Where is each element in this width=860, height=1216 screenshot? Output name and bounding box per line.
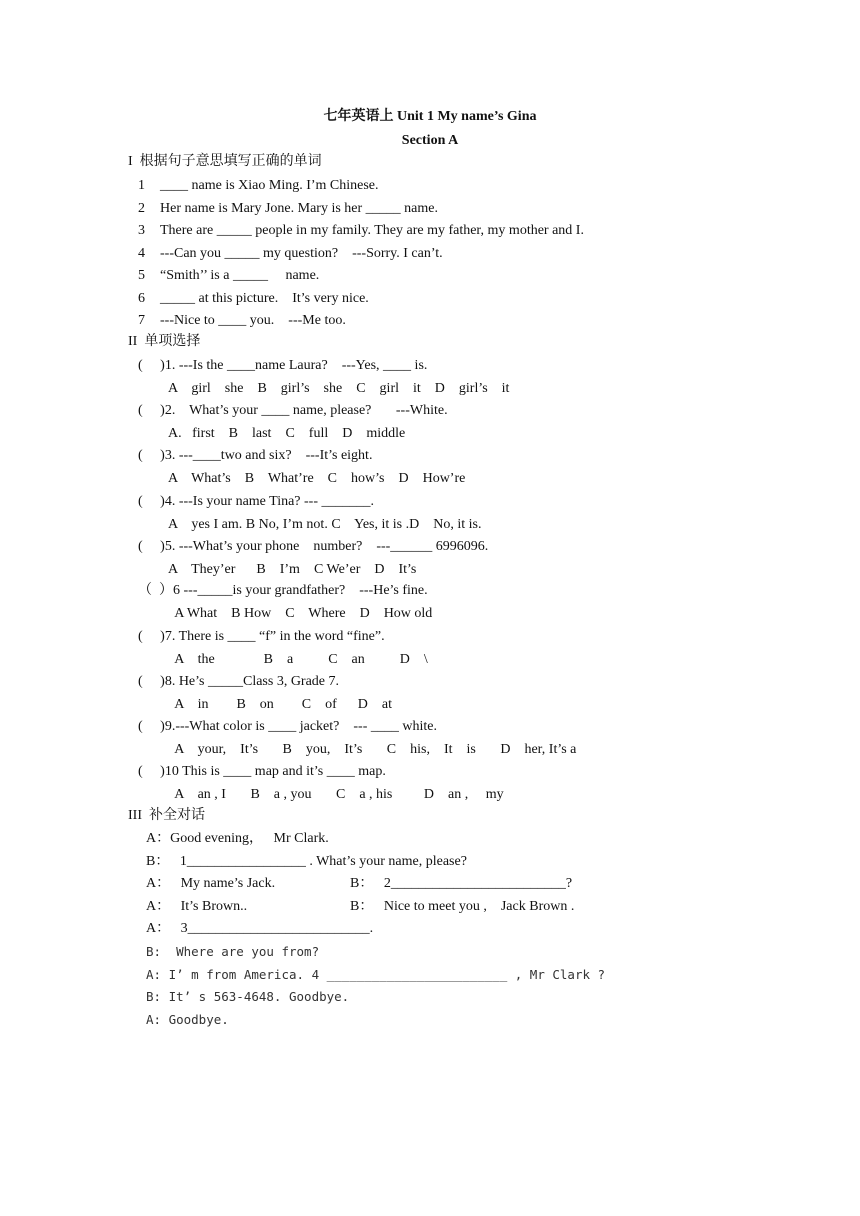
question-options: A your, It’s B you, It’s C his, It is D her, It’s a [168, 741, 577, 757]
dialogue-line: B： 1_________________ . What’s your name, please? [146, 853, 467, 869]
question-line: （ ）6 ---_____is your grandfather? ---He’s fine. [138, 583, 428, 598]
item-number: 4 [138, 245, 145, 261]
item-number: 2 [138, 200, 145, 216]
dialogue-line: A: I’ m from America. 4 ________________________ , Mr Clark ? [146, 966, 606, 982]
question-options: A an , I B a , you C a , his D an , my [168, 786, 504, 802]
dialogue-line: B: It’ s 563-4648. Goodbye. [146, 989, 350, 1004]
item-sentence: Her name is Mary Jone. Mary is her _____ name. [160, 200, 438, 216]
item-number: 5 [138, 268, 145, 283]
part3-heading: III 补全对话 [128, 808, 205, 823]
question-options: A in B on C of D at [168, 696, 393, 712]
dialogue-line-right: B： Nice to meet you , Jack Brown . [350, 898, 575, 914]
part1-heading: I 根据句子意思填写正确的单词 [128, 154, 322, 169]
question-line: ( )4. ---Is your name Tina? --- _______. [138, 494, 375, 509]
item-sentence: There are _____ people in my family. They are my father, my mother and I. [160, 223, 584, 238]
question-line: ( )3. ---____two and six? ---It’s eight. [138, 448, 373, 463]
page-subtitle: Section A [401, 133, 459, 148]
item-number: 1 [138, 178, 145, 193]
item-number: 6 [138, 290, 145, 306]
dialogue-line-right: B： 2_________________________? [350, 876, 573, 891]
question-line: ( )2. What’s your ____ name, please? ---White. [138, 403, 448, 418]
item-sentence: ---Nice to ____ you. ---Me too. [160, 313, 346, 328]
dialogue-line: B: Where are you from? [146, 944, 320, 959]
item-sentence: ---Can you _____ my question? ---Sorry. I can’t. [160, 245, 443, 261]
question-options: A the B a C an D \ [168, 651, 428, 667]
question-line: ( )10 This is ____ map and it’s ____ map. [138, 764, 386, 779]
dialogue-line: A： My name’s Jack. [146, 876, 276, 891]
question-options: A They’er B I’m C We’er D It’s [168, 561, 417, 577]
question-options: A. first B last C full D middle [168, 425, 406, 441]
dialogue-line: A： 3__________________________. [146, 921, 374, 936]
part2-heading: II 单项选择 [128, 334, 201, 349]
item-number: 7 [138, 313, 145, 328]
item-sentence: “Smith’’ is a _____ name. [160, 268, 320, 283]
question-options: A yes I am. B No, I’m not. C Yes, it is .D No, it is. [168, 516, 482, 532]
question-line: ( )9.---What color is ____ jacket? --- ____ white. [138, 719, 437, 734]
dialogue-line: A: Goodbye. [146, 1011, 229, 1027]
dialogue-line: A：Good evening， Mr Clark. [146, 831, 329, 846]
question-options: A What’s B What’re C how’s D How’re [168, 470, 466, 486]
dialogue-line: A： It’s Brown.. [146, 898, 248, 914]
question-line: ( )8. He’s _____Class 3, Grade 7. [138, 674, 340, 689]
question-line: ( )5. ---What’s your phone number? ---______ 6996096. [138, 539, 489, 554]
page-title: 七年英语上 Unit 1 My name’s Gina [323, 109, 537, 124]
question-options: A What B How C Where D How old [168, 605, 433, 621]
item-sentence: _____ at this picture. It’s very nice. [160, 290, 369, 306]
item-number: 3 [138, 223, 145, 238]
question-line: ( )7. There is ____ “f” in the word “fine”. [138, 629, 385, 644]
item-sentence: ____ name is Xiao Ming. I’m Chinese. [160, 178, 379, 193]
question-options: A girl she B girl’s she C girl it D girl’s it [168, 380, 510, 396]
question-line: ( )1. ---Is the ____name Laura? ---Yes, ____ is. [138, 358, 428, 373]
